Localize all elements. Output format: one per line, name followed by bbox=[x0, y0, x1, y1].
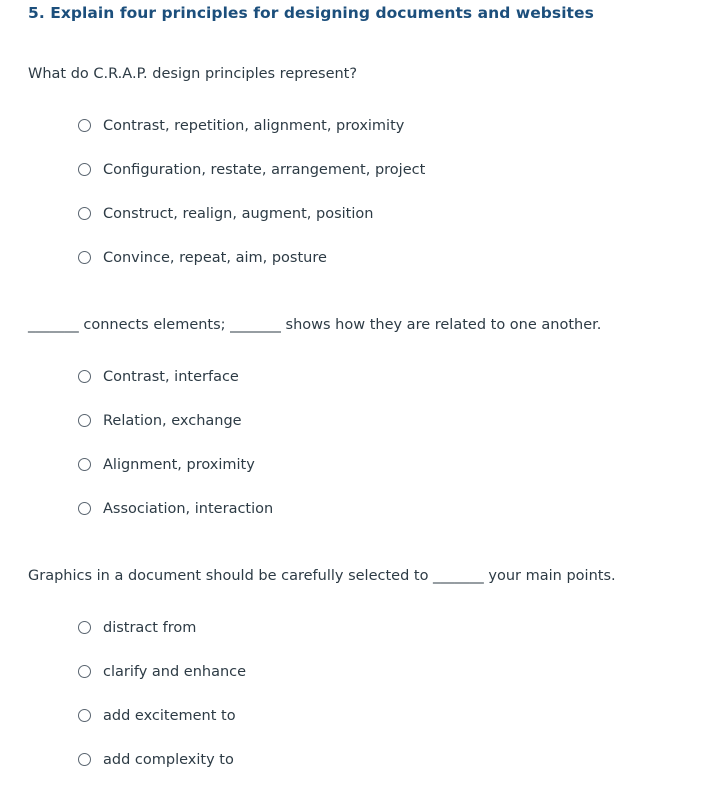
answer-option[interactable] bbox=[78, 750, 234, 770]
answer-label: Relation, exchange bbox=[103, 413, 242, 429]
question-1 bbox=[28, 64, 718, 266]
answer-label: distract from bbox=[103, 620, 197, 636]
answer-option[interactable] bbox=[78, 706, 236, 726]
radio-button[interactable] bbox=[78, 119, 91, 132]
question-text: Graphics in a document should be carefully selected to _______ your main points. bbox=[28, 568, 616, 584]
answer-option[interactable] bbox=[78, 618, 196, 638]
answer-label: Association, interaction bbox=[103, 501, 274, 517]
answer-label: add complexity to bbox=[103, 752, 234, 768]
answer-label: Configuration, restate, arrangement, project bbox=[103, 162, 426, 178]
radio-button[interactable] bbox=[78, 414, 91, 427]
radio-button[interactable] bbox=[78, 370, 91, 383]
radio-button[interactable] bbox=[78, 207, 91, 220]
radio-button[interactable] bbox=[78, 163, 91, 176]
radio-button[interactable] bbox=[78, 458, 91, 471]
answer-label: Alignment, proximity bbox=[103, 457, 255, 473]
answer-option[interactable] bbox=[78, 411, 242, 431]
section-title: 5. Explain four principles for designing documents and websites bbox=[28, 4, 594, 22]
question-text: _______ connects elements; _______ shows how they are related to one another. bbox=[28, 317, 602, 333]
answer-label: clarify and enhance bbox=[103, 664, 247, 680]
answer-option[interactable] bbox=[78, 248, 327, 268]
question-3 bbox=[28, 566, 718, 768]
answer-option[interactable] bbox=[78, 455, 255, 475]
radio-button[interactable] bbox=[78, 709, 91, 722]
answer-label: Contrast, repetition, alignment, proximity bbox=[103, 118, 405, 134]
answer-option[interactable] bbox=[78, 367, 239, 387]
answer-option[interactable] bbox=[78, 160, 425, 180]
answer-label: Construct, realign, augment, position bbox=[103, 206, 374, 222]
question-2 bbox=[28, 315, 718, 517]
answer-label: add excitement to bbox=[103, 708, 236, 724]
radio-button[interactable] bbox=[78, 753, 91, 766]
question-text: What do C.R.A.P. design principles represent? bbox=[28, 66, 358, 82]
answer-option[interactable] bbox=[78, 662, 246, 682]
radio-button[interactable] bbox=[78, 251, 91, 264]
answer-option[interactable] bbox=[78, 116, 404, 136]
answer-option[interactable] bbox=[78, 204, 373, 224]
answer-label: Contrast, interface bbox=[103, 369, 239, 385]
answer-label: Convince, repeat, aim, posture bbox=[103, 250, 327, 266]
radio-button[interactable] bbox=[78, 665, 91, 678]
radio-button[interactable] bbox=[78, 621, 91, 634]
answer-option[interactable] bbox=[78, 499, 273, 519]
radio-button[interactable] bbox=[78, 502, 91, 515]
